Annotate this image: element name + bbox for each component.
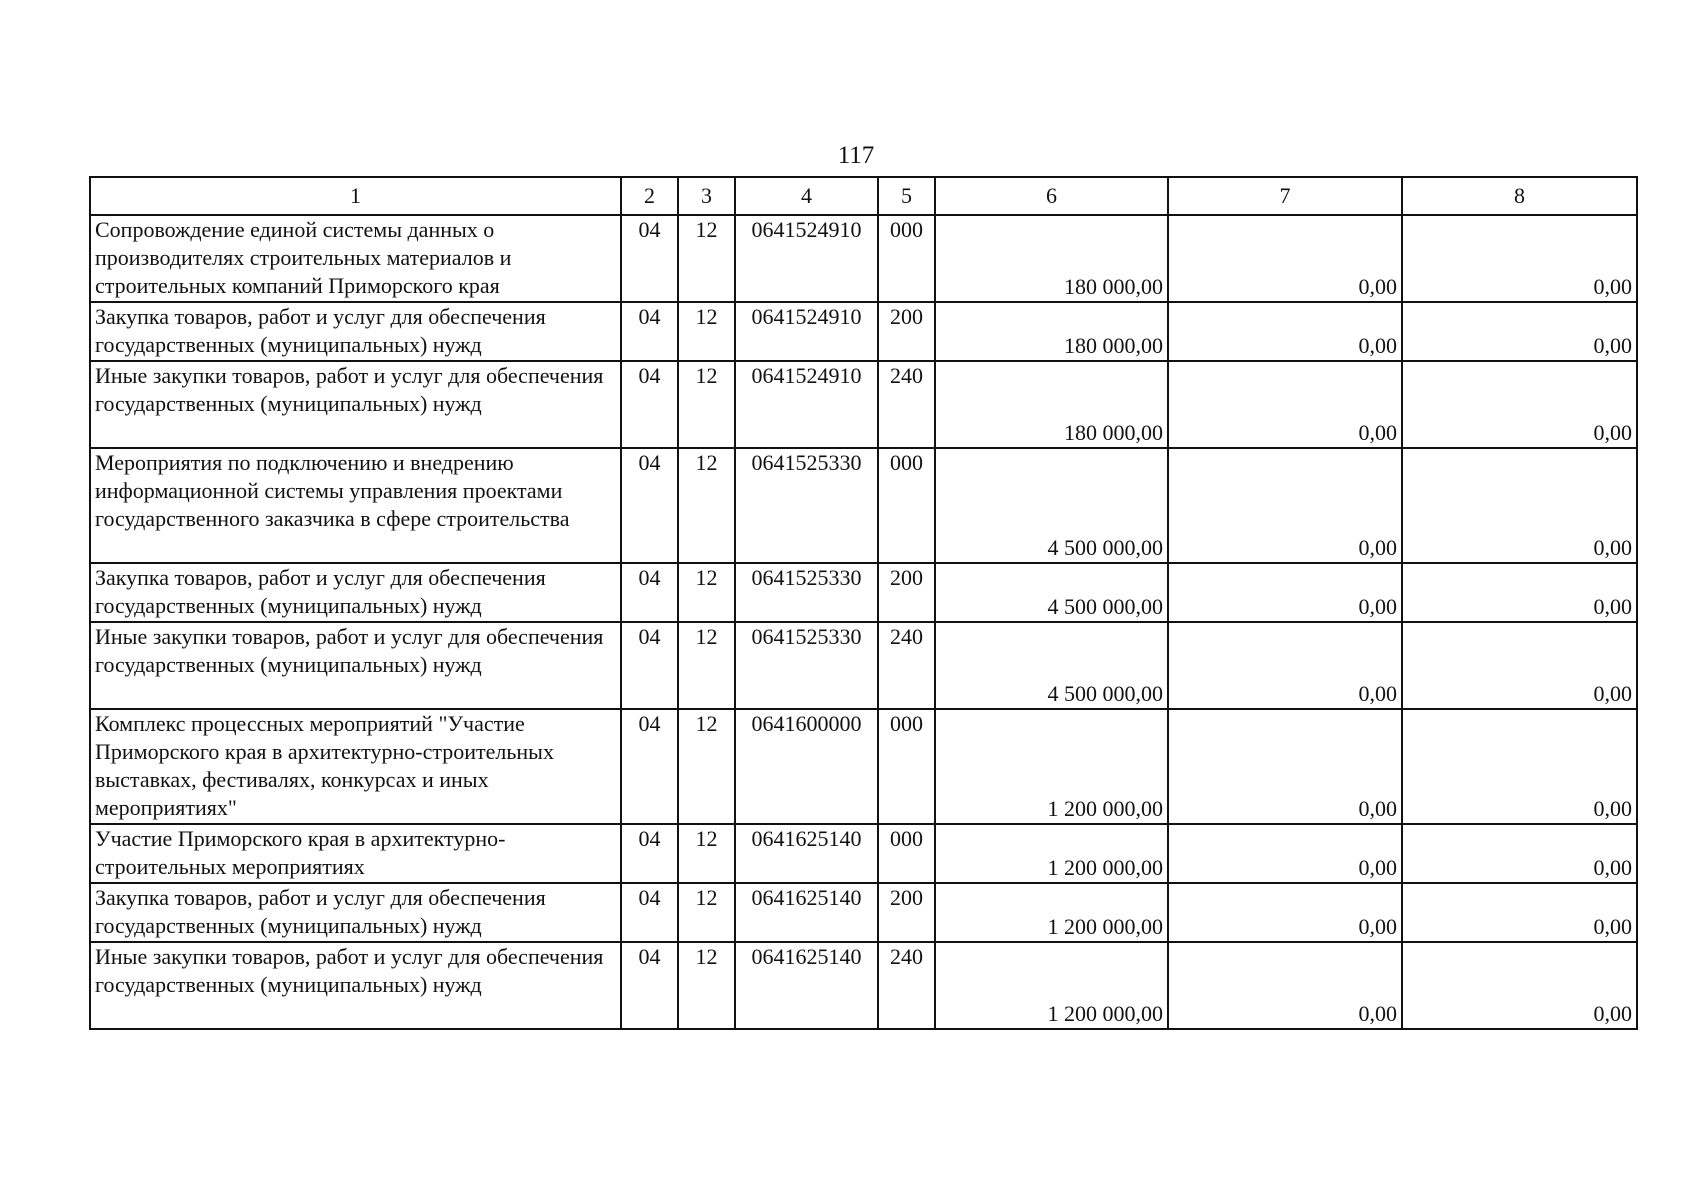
- row-description: Сопровождение единой системы данных о производителях строительных материалов и строительных компаний Приморского края: [90, 215, 621, 302]
- column-header: 6: [935, 177, 1168, 215]
- section-code: 04: [621, 883, 678, 942]
- amount-col6: 4 500 000,00: [935, 563, 1168, 622]
- row-description: Мероприятия по подключению и внедрению информационной системы управления проектами государственного заказчика в сфере строительства: [90, 448, 621, 563]
- row-description: Закупка товаров, работ и услуг для обеспечения государственных (муниципальных) нужд: [90, 883, 621, 942]
- section-code: 04: [621, 215, 678, 302]
- target-article-code: 0641625140: [735, 942, 878, 1029]
- column-header: 4: [735, 177, 878, 215]
- target-article-code: 0641600000: [735, 709, 878, 824]
- amount-col7: 0,00: [1168, 824, 1402, 883]
- budget-table: [89, 176, 1638, 1030]
- amount-col6: 180 000,00: [935, 215, 1168, 302]
- target-article-code: 0641524910: [735, 215, 878, 302]
- table-row: [90, 883, 1637, 942]
- amount-col8: 0,00: [1402, 215, 1637, 302]
- table-row: [90, 709, 1637, 824]
- column-header: 8: [1402, 177, 1637, 215]
- target-article-code: 0641524910: [735, 361, 878, 448]
- row-description: Участие Приморского края в архитектурно-строительных мероприятиях: [90, 824, 621, 883]
- table-row: [90, 361, 1637, 448]
- amount-col8: 0,00: [1402, 448, 1637, 563]
- table-row: [90, 448, 1637, 563]
- section-code: 04: [621, 824, 678, 883]
- target-article-code: 0641525330: [735, 622, 878, 709]
- amount-col8: 0,00: [1402, 563, 1637, 622]
- subsection-code: 12: [678, 942, 735, 1029]
- column-header: 7: [1168, 177, 1402, 215]
- table-header-row: [90, 177, 1637, 215]
- section-code: 04: [621, 942, 678, 1029]
- target-article-code: 0641525330: [735, 448, 878, 563]
- subsection-code: 12: [678, 448, 735, 563]
- row-description: Иные закупки товаров, работ и услуг для обеспечения государственных (муниципальных) нужд: [90, 942, 621, 1029]
- subsection-code: 12: [678, 302, 735, 361]
- amount-col7: 0,00: [1168, 302, 1402, 361]
- row-description: Комплекс процессных мероприятий "Участие Приморского края в архитектурно-строительных выставках, фестивалях, конкурсах и иных мероприятиях": [90, 709, 621, 824]
- column-header: 3: [678, 177, 735, 215]
- subsection-code: 12: [678, 824, 735, 883]
- section-code: 04: [621, 563, 678, 622]
- target-article-code: 0641524910: [735, 302, 878, 361]
- table-row: [90, 824, 1637, 883]
- table-row: [90, 622, 1637, 709]
- amount-col7: 0,00: [1168, 448, 1402, 563]
- amount-col7: 0,00: [1168, 942, 1402, 1029]
- target-article-code: 0641525330: [735, 563, 878, 622]
- amount-col6: 180 000,00: [935, 361, 1168, 448]
- row-description: Иные закупки товаров, работ и услуг для обеспечения государственных (муниципальных) нужд: [90, 622, 621, 709]
- expense-type-code: 240: [878, 361, 935, 448]
- target-article-code: 0641625140: [735, 824, 878, 883]
- subsection-code: 12: [678, 361, 735, 448]
- amount-col8: 0,00: [1402, 622, 1637, 709]
- amount-col6: 1 200 000,00: [935, 824, 1168, 883]
- subsection-code: 12: [678, 883, 735, 942]
- amount-col7: 0,00: [1168, 215, 1402, 302]
- amount-col7: 0,00: [1168, 361, 1402, 448]
- amount-col8: 0,00: [1402, 824, 1637, 883]
- expense-type-code: 000: [878, 448, 935, 563]
- amount-col8: 0,00: [1402, 361, 1637, 448]
- section-code: 04: [621, 361, 678, 448]
- row-description: Иные закупки товаров, работ и услуг для обеспечения государственных (муниципальных) нужд: [90, 361, 621, 448]
- amount-col7: 0,00: [1168, 709, 1402, 824]
- column-header: 1: [90, 177, 621, 215]
- amount-col6: 1 200 000,00: [935, 883, 1168, 942]
- amount-col8: 0,00: [1402, 942, 1637, 1029]
- table-row: [90, 215, 1637, 302]
- amount-col8: 0,00: [1402, 883, 1637, 942]
- amount-col7: 0,00: [1168, 622, 1402, 709]
- expense-type-code: 000: [878, 709, 935, 824]
- expense-type-code: 200: [878, 563, 935, 622]
- column-header: 2: [621, 177, 678, 215]
- column-header: 5: [878, 177, 935, 215]
- subsection-code: 12: [678, 215, 735, 302]
- table-row: [90, 563, 1637, 622]
- section-code: 04: [621, 448, 678, 563]
- expense-type-code: 000: [878, 215, 935, 302]
- amount-col6: 180 000,00: [935, 302, 1168, 361]
- target-article-code: 0641625140: [735, 883, 878, 942]
- amount-col7: 0,00: [1168, 883, 1402, 942]
- section-code: 04: [621, 302, 678, 361]
- section-code: 04: [621, 622, 678, 709]
- table-row: [90, 942, 1637, 1029]
- table-row: [90, 302, 1637, 361]
- row-description: Закупка товаров, работ и услуг для обеспечения государственных (муниципальных) нужд: [90, 563, 621, 622]
- row-description: Закупка товаров, работ и услуг для обеспечения государственных (муниципальных) нужд: [90, 302, 621, 361]
- amount-col6: 4 500 000,00: [935, 448, 1168, 563]
- subsection-code: 12: [678, 709, 735, 824]
- section-code: 04: [621, 709, 678, 824]
- amount-col6: 1 200 000,00: [935, 709, 1168, 824]
- amount-col6: 1 200 000,00: [935, 942, 1168, 1029]
- subsection-code: 12: [678, 622, 735, 709]
- amount-col7: 0,00: [1168, 563, 1402, 622]
- expense-type-code: 200: [878, 302, 935, 361]
- expense-type-code: 240: [878, 622, 935, 709]
- subsection-code: 12: [678, 563, 735, 622]
- page-number: 117: [837, 142, 875, 169]
- expense-type-code: 000: [878, 824, 935, 883]
- amount-col8: 0,00: [1402, 302, 1637, 361]
- expense-type-code: 200: [878, 883, 935, 942]
- amount-col6: 4 500 000,00: [935, 622, 1168, 709]
- expense-type-code: 240: [878, 942, 935, 1029]
- amount-col8: 0,00: [1402, 709, 1637, 824]
